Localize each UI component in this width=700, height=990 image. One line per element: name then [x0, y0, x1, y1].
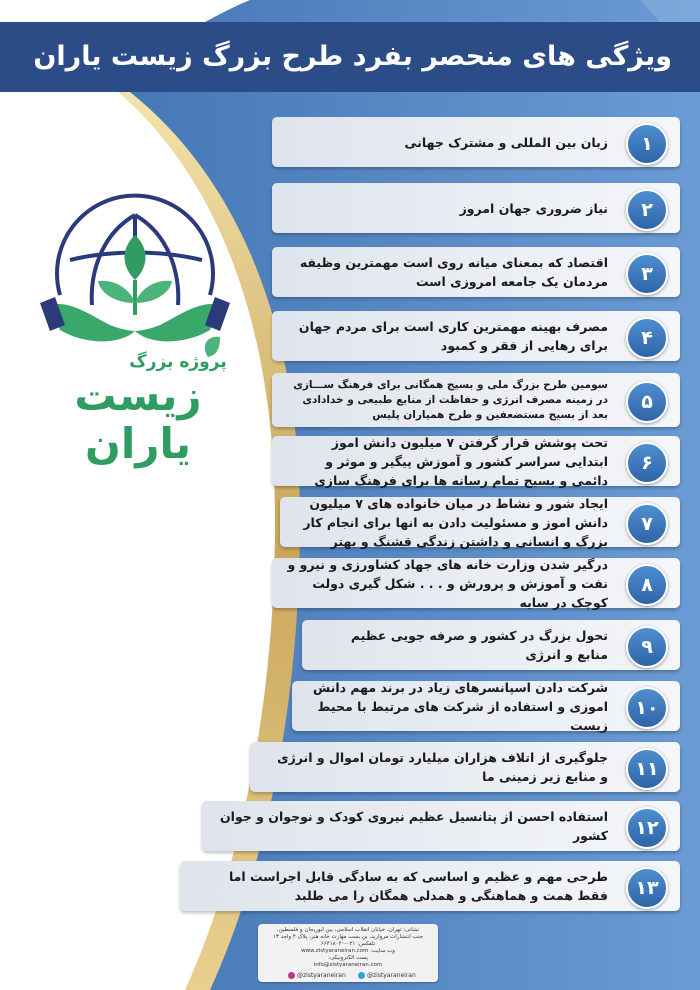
footer-address-line-1: نشانی: تهران، خیابان انقلاب اسلامی، بین ابوریحان و فلسطین، [276, 927, 420, 933]
list-item [272, 311, 680, 361]
list-item [272, 373, 680, 427]
footer-website[interactable]: www.zistyaraneiran.com :وب سایت [301, 948, 395, 954]
item-number-badge: ۱۰ [626, 687, 668, 729]
list-item [250, 742, 680, 792]
page-title: ویژگی های منحصر بفرد طرح بزرگ زیست یاران [33, 41, 672, 72]
item-text: تحت پوشش قرار گرفتن ۷ میلیون دانش اموز ابتدایی سراسر کشور و آموزش پیگیر و موثر و دائمی و بسیج تمام رسانه ها برای فرهنگ سازی [314, 434, 608, 488]
item-text: طرحی مهم و عظیم و اساسی که به سادگی قابل اجراست اما فقط همت و هماهنگی و همدلی همگان را می طلبد [228, 869, 608, 903]
item-text: سومین طرح بزرگ ملی و بسیج همگانی برای فرهنگ ســـازی در زمینه مصرف انرژی و حفاظت از منابع طبیعی و خدادادی بعد از بسیج مستضعفین و طرح همیاران پلیس [293, 378, 608, 421]
footer-phone: تلفکس: ۰۲۱-۶۶۴۱۸۰۴۰ [320, 941, 376, 947]
footer-email[interactable]: info@zistyaraneiran.com [313, 962, 383, 968]
item-text: شرکت دادن اسپانسرهای زیاد در برند مهم دانش اموزی و استفاده از شرکت های مرتبط با محیط زیست [312, 679, 608, 733]
item-number-badge: ۴ [626, 317, 668, 359]
logo-name: زیست یاران [74, 371, 202, 468]
item-number-badge: ۲ [626, 189, 668, 231]
item-text: جلوگیری از اتلاف هزاران میلیارد تومان اموال و انرژی و منابع زیر زمینی ما [277, 750, 608, 784]
telegram-icon [358, 972, 365, 979]
item-text: استفاده احسن از پتانسیل عظیم نیروی کودک و نوجوان و جوان کشور [220, 809, 608, 843]
contact-footer [258, 924, 438, 982]
item-text: نیاز ضروری جهان امروز [459, 200, 608, 216]
item-text: مصرف بهینه مهمترین کاری است برای مردم جهان برای رهایی از فقر و کمبود [298, 319, 608, 353]
instagram-text: @zistyaraneiran [297, 972, 346, 979]
footer-social-row [258, 971, 438, 981]
list-item [202, 801, 680, 851]
list-item [292, 681, 680, 731]
item-number-badge: ۱۳ [626, 867, 668, 909]
item-number-badge: ۶ [626, 442, 668, 484]
instagram-icon [288, 972, 295, 979]
telegram-handle[interactable] [356, 971, 416, 981]
footer-email-label: پست الکترونیکی: [328, 955, 368, 961]
item-number-badge: ۷ [626, 503, 668, 545]
item-number-badge: ۵ [626, 381, 668, 423]
list-item [272, 183, 680, 233]
list-item [180, 861, 680, 911]
telegram-text: @zistyaraneiran [367, 972, 416, 979]
item-number-badge: ۱۱ [626, 748, 668, 790]
item-number-badge: ۳ [626, 253, 668, 295]
list-item [272, 117, 680, 167]
item-text: ایجاد شور و نشاط در میان خانواده های ۷ میلیون دانش اموز و مسئولیت دادن به انها برای انجام کار بزرگ و انسانی و داشتن زندگی قشنگ و بهتر [303, 495, 608, 549]
list-item [272, 558, 680, 608]
footer-address-line-2: جنب انتشارات مروارید، بن بست مهارت خانه هنر، پلاک ۴ واحد ۱۳ [273, 934, 423, 940]
item-number-badge: ۱۲ [626, 807, 668, 849]
list-item [302, 620, 680, 670]
list-item [272, 436, 680, 486]
list-item [272, 247, 680, 297]
item-number-badge: ۱ [626, 123, 668, 165]
item-text: تحول بزرگ در کشور و صرفه جویی عظیم منابع و انرژی [350, 628, 608, 662]
item-number-badge: ۸ [626, 564, 668, 606]
instagram-handle[interactable] [286, 971, 346, 981]
item-text: درگیر شدن وزارت خانه های جهاد کشاورزی و نیرو و نفت و آموزش و پرورش و . . . شکل گیری دولت کوچک در سایه [287, 556, 608, 610]
item-number-badge: ۹ [626, 626, 668, 668]
logo-subtitle: پروژه بزرگ [129, 352, 227, 372]
item-text: اقتصاد که بمعنای میانه روی است مهمترین وظیفه مردمان یک جامعه امروزی است [299, 255, 608, 289]
list-item [280, 497, 680, 547]
item-text: زبان بین المللی و مشترک جهانی [404, 134, 608, 150]
